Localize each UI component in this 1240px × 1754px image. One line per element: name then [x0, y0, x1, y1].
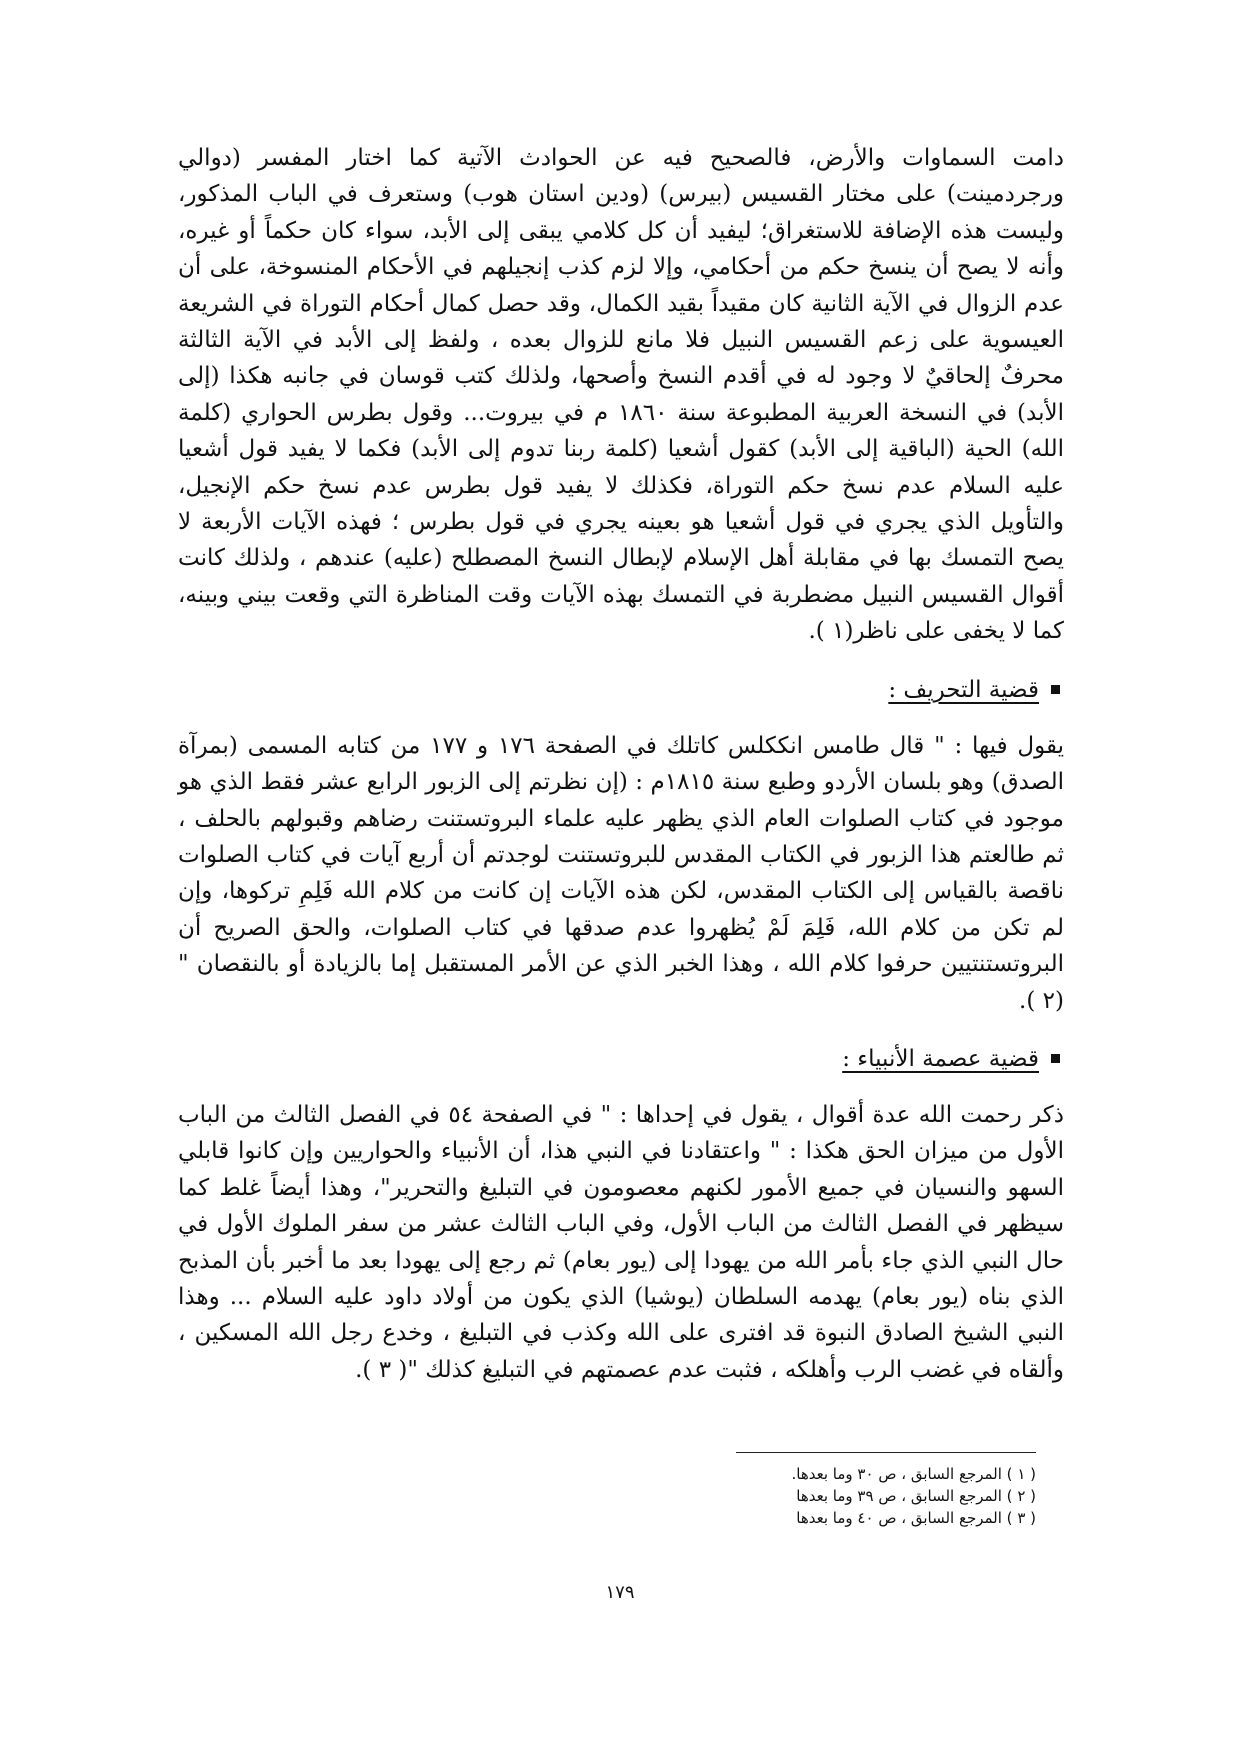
paragraph-2: يقول فيها : " قال طامس انككلس كاتلك في الصفحة ١٧٦ و ١٧٧ من كتابه المسمى (بمرآة الصدق) وهو بلسان الأردو وطبع سنة ١٨١٥م : (إن نظرتم إلى الزبور الرابع عشر فقط الذي هو موجود في كتاب الصلوات العام الذي يظهر عليه علماء البروتستنت رضاهم وقبولهم بالحلف ، ثم طالعتم هذا الزبور في الكتاب المقدس للبروتستنت لوجدتم أن أربع آيات في كتاب الصلوات ناقصة بالقياس إلى الكتاب المقدس، لكن هذه الآيات إن كانت من كلام الله فَلِمِ تركوها، وإن لم تكن من كلام الله، فَلِمَ لَمْ يُظهروا عدم صدقها في كتاب الصلوات، والحق الصريح أن البروتستنتيين حرفوا كلام الله ، وهذا الخبر الذي عن الأمر المستقبل إما بالزيادة أو بالنقصان " (٢ ). [178, 732, 1065, 1014]
footnote-1: ( ١ ) المرجع السابق ، ص ٣٠ وما بعدها. [791, 1465, 1036, 1483]
footnote-divider [736, 1452, 1036, 1453]
paragraph-1: دامت السماوات والأرض، فالصحيح فيه عن الحوادث الآتية كما اختار المفسر (دوالي ورجردمينت) على مختار القسيس (بيرس) (ودين استان هوب) وستعرف في الباب المذكور، وليست هذه الإضافة للاستغراق؛ ليفيد أن كل كلامي يبقى إلى الأبد، سواء كان حكماً أو غيره، وأنه لا يصح أن ينسخ حكم من أحكامي، وإلا لزم كذب إنجيلهم في الأحكام المنسوخة، على أن عدم الزوال في الآية الثانية كان مقيداً بقيد الكمال، وقد حصل كمال أحكام التوراة في الشريعة العيسوية على زعم القسيس النبيل فلا مانع للزوال بعده ، ولفظ إلى الأبد في الآية الثالثة محرفٌ إلحاقيٌ لا وجود له في أقدم النسخ وأصحها، ولذلك كتب قوسان في جانبه هكذا (إلى الأبد) في النسخة العربية المطبوعة سنة ١٨٦٠ م في بيروت... وقول بطرس الحواري (كلمة الله) الحية (الباقية إلى الأبد) كقول أشعيا (كلمة ربنا تدوم إلى الأبد) فكما لا يفيد قول أشعيا عليه السلام عدم نسخ حكم التوراة، فكذلك لا يفيد قول بطرس عدم نسخ حكم الإنجيل، والتأويل الذي يجري في قول أشعيا هو بعينه يجري في قول بطرس ؛ فهذه الآيات الأربعة لا يصح التمسك بها في مقابلة أهل الإسلام لإبطال النسخ المصطلح (عليه) عندهم ، ولذلك كانت أقوال القسيس النبيل مضطربة في التمسك بهذه الآيات وقت المناظرة التي وقعت بيني وبينه، كما لا يخفى على ناظر(١ ). [178, 145, 1065, 645]
square-bullet-icon [1051, 685, 1060, 694]
main-text [178, 140, 1064, 1388]
footnote-3: ( ٣ ) المرجع السابق ، ص ٤٠ وما بعدها [796, 1509, 1036, 1527]
section-heading-isma [178, 1041, 1064, 1077]
page-number: ١٧٩ [605, 1582, 635, 1603]
footnote-2: ( ٢ ) المرجع السابق ، ص ٣٩ وما بعدها [796, 1487, 1036, 1505]
paragraph-3: ذكر رحمت الله عدة أقوال ، يقول في إحداها : " في الصفحة ٥٤ في الفصل الثالث من الباب الأول من ميزان الحق هكذا : " واعتقادنا في النبي هذا، أن الأنبياء والحواريين وإن كانوا قابلي السهو والنسيان في جميع الأمور لكنهم معصومون في التبليغ والتحرير"، وهذا أيضاً غلط كما سيظهر في الفصل الثالث من الباب الأول، وفي الباب الثالث عشر من سفر الملوك الأول في حال النبي الذي جاء بأمر الله من يهودا إلى (يور بعام) ثم رجع إلى يهودا بعد ما أخبر بأن المذبح الذي بناه (يور بعام) يهدمه السلطان (يوشيا) الذي يكون من أولاد داود عليه السلام ... وهذا النبي الشيخ الصادق النبوة قد افترى على الله وكذب في التبليغ ، وخدع رجل الله المسكين ، وألقاه في غضب الرب وأهلكه ، فثبت عدم عصمتهم في التبليغ كذلك "( ٣ ). [178, 1101, 1064, 1383]
heading-text: قضية التحريف : [888, 676, 1039, 703]
heading-text: قضية عصمة الأنبياء : [842, 1045, 1039, 1072]
footnotes [736, 1452, 1036, 1529]
square-bullet-icon [1051, 1054, 1060, 1063]
section-heading-tahrif [178, 672, 1064, 708]
